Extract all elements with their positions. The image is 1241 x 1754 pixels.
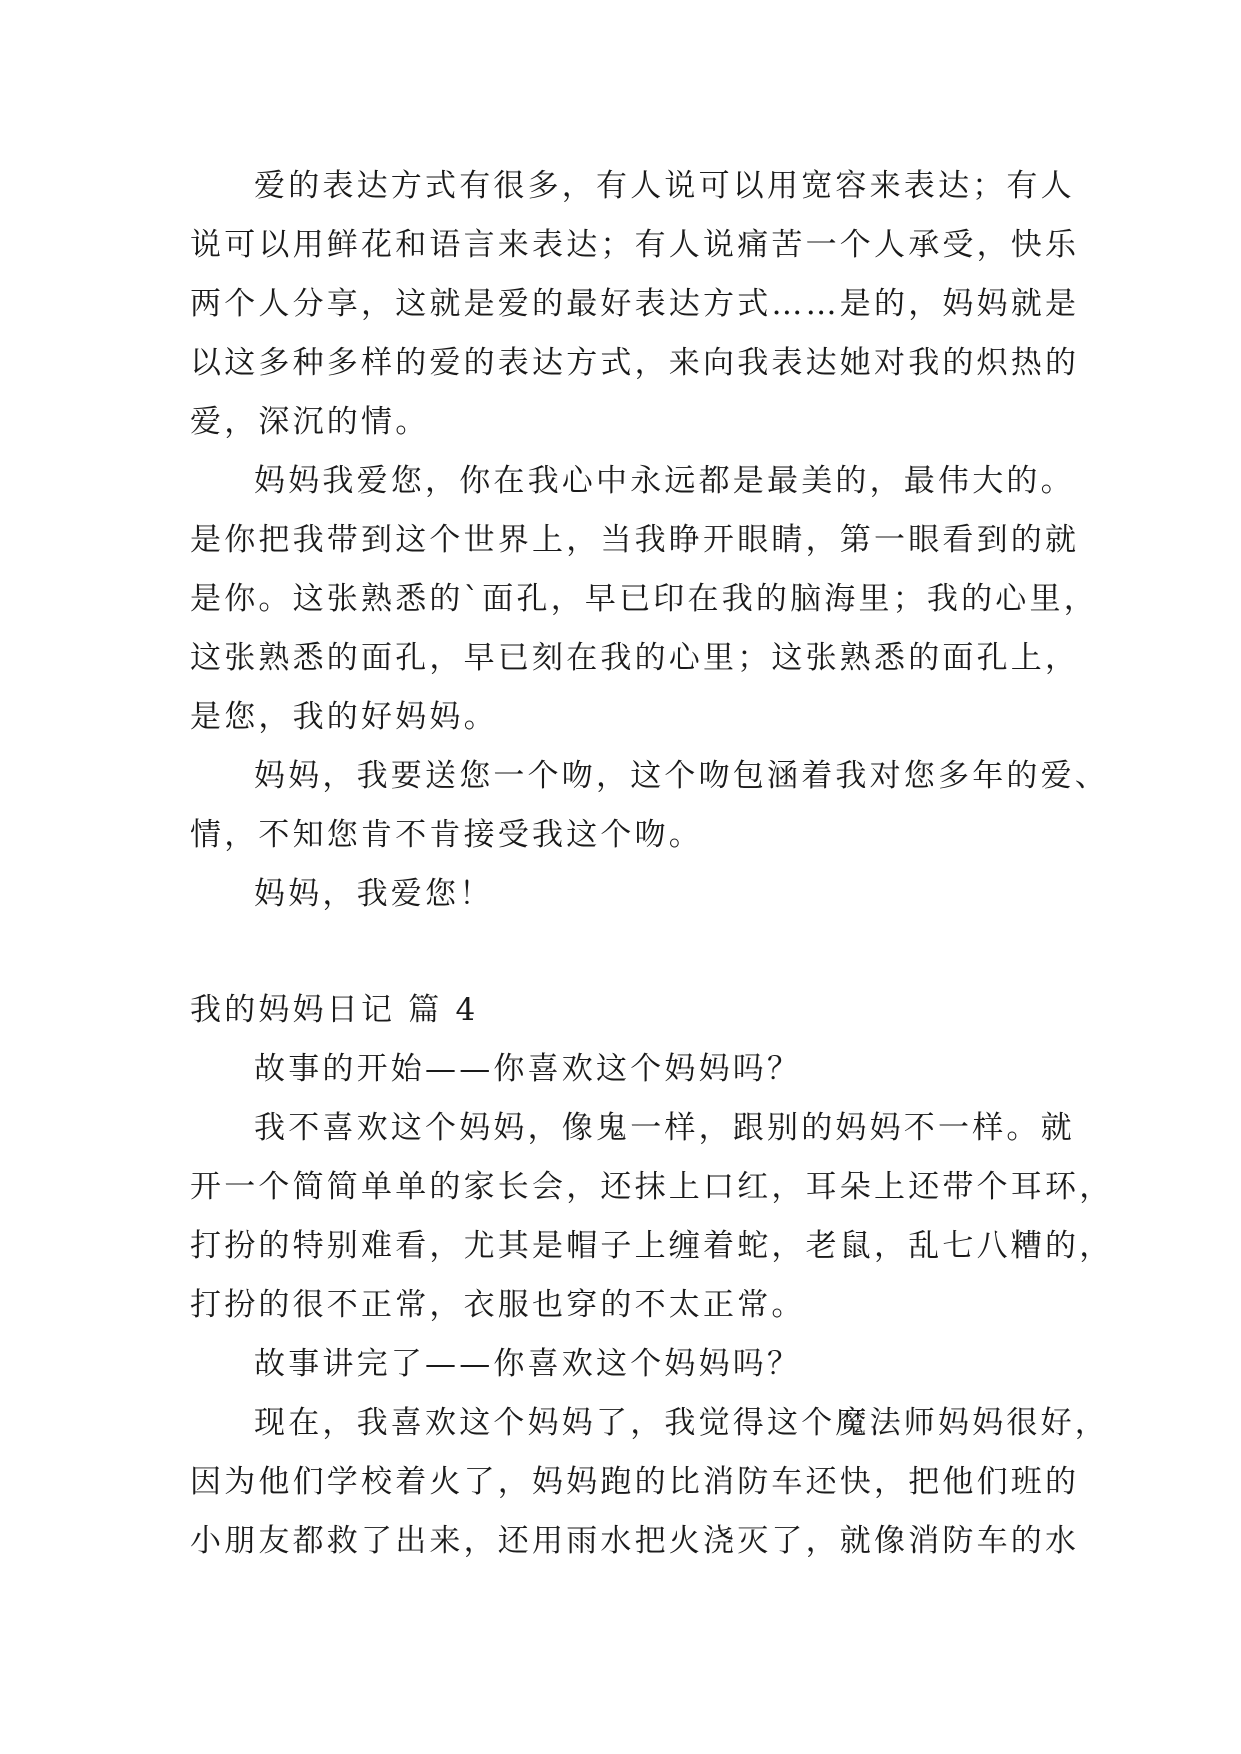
paragraph-line: 是您，我的好妈妈。	[190, 699, 498, 735]
paragraph-line: 这张熟悉的面孔，早已刻在我的心里；这张熟悉的面孔上，	[190, 640, 1080, 676]
paragraph-line: 是你。这张熟悉的`面孔，早已印在我的脑海里；我的心里，	[190, 581, 1098, 617]
paragraph-line: 故事讲完了——你喜欢这个妈妈吗？	[254, 1346, 802, 1382]
paragraph-line: 以这多种多样的爱的表达方式，来向我表达她对我的炽热的	[190, 345, 1080, 381]
paragraph-line: 爱，深沉的情。	[190, 404, 430, 440]
paragraph-line: 打扮的特别难看，尤其是帽子上缠着蛇，老鼠，乱七八糟的，	[190, 1228, 1114, 1264]
paragraph-line: 妈妈，我爱您！	[254, 876, 494, 912]
paragraph-line: 爱的表达方式有很多，有人说可以用宽容来表达；有人	[254, 168, 1075, 204]
paragraph-line: 打扮的很不正常，衣服也穿的不太正常。	[190, 1287, 806, 1323]
paragraph-line: 现在，我喜欢这个妈妈了，我觉得这个魔法师妈妈很好，	[254, 1405, 1109, 1441]
paragraph-line: 故事的开始——你喜欢这个妈妈吗？	[254, 1051, 802, 1087]
paragraph-line: 情，不知您肯不肯接受我这个吻。	[190, 817, 703, 853]
paragraph-line: 妈妈，我要送您一个吻，这个吻包涵着我对您多年的爱、	[254, 758, 1109, 794]
section-heading: 我的妈妈日记 篇 4	[190, 992, 479, 1028]
paragraph-line: 我不喜欢这个妈妈，像鬼一样，跟别的妈妈不一样。就	[254, 1110, 1075, 1146]
paragraph-line: 是你把我带到这个世界上，当我睁开眼睛，第一眼看到的就	[190, 522, 1080, 558]
paragraph-line: 妈妈我爱您，你在我心中永远都是最美的，最伟大的。	[254, 463, 1075, 499]
paragraph-line: 小朋友都救了出来，还用雨水把火浇灭了，就像消防车的水	[190, 1523, 1080, 1559]
paragraph-line: 两个人分享，这就是爱的最好表达方式……是的，妈妈就是	[190, 286, 1080, 322]
paragraph-line: 开一个简简单单的家长会，还抹上口红，耳朵上还带个耳环，	[190, 1169, 1114, 1205]
paragraph-line: 因为他们学校着火了，妈妈跑的比消防车还快，把他们班的	[190, 1464, 1080, 1500]
paragraph-line: 说可以用鲜花和语言来表达；有人说痛苦一个人承受，快乐	[190, 227, 1080, 263]
